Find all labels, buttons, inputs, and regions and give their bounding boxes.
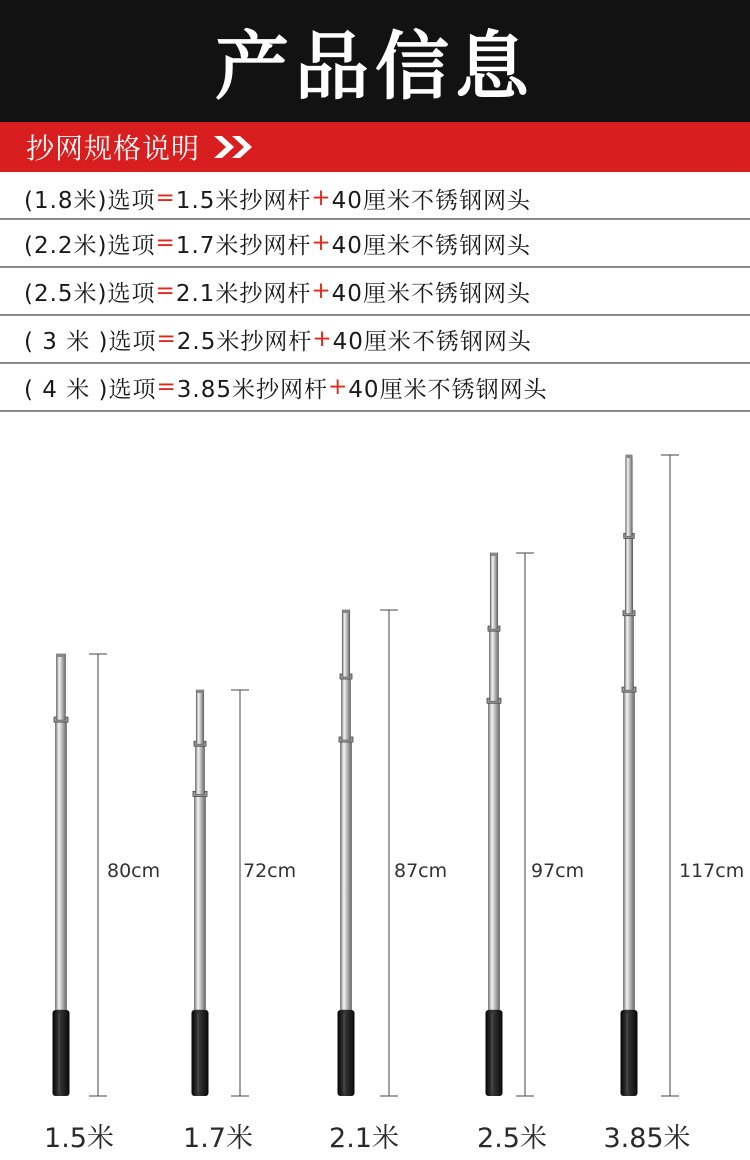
pole-section [489, 699, 500, 1010]
spec-row [0, 220, 750, 268]
spec-pole: 2.5米抄网杆 [176, 328, 313, 355]
pole-grip [192, 1010, 209, 1096]
dimension-label: 117cm [679, 860, 745, 882]
pole-section [196, 690, 204, 744]
spec-plus: + [311, 185, 332, 211]
spec-list [0, 178, 750, 412]
pole-size-label: 1.7米 [183, 1123, 253, 1154]
spec-equals: = [155, 278, 176, 304]
spec-pole: 3.85米抄网杆 [176, 376, 329, 403]
spec-pole: 2.1米抄网杆 [175, 280, 312, 307]
pole-tip [491, 553, 498, 556]
spec-option: (1.8米)选项 [24, 187, 156, 214]
spec-option: ( 4 米 )选项 [24, 376, 157, 403]
pole-drawing [0, 420, 750, 1160]
header [0, 0, 750, 122]
page-title: 产品信息 [215, 24, 535, 110]
spec-row [0, 364, 750, 412]
pole-section [56, 718, 67, 1010]
pole-section [490, 553, 498, 629]
pole-section [626, 455, 633, 536]
section-title: 抄网规格说明 [26, 132, 201, 165]
spec-head: 40厘米不锈钢网头 [331, 280, 531, 307]
spec-option: ( 3 米 )选项 [24, 328, 157, 355]
pole-tip [343, 610, 350, 613]
spec-plus: + [328, 374, 349, 400]
pole-grip [486, 1010, 503, 1096]
pole-tip [626, 455, 633, 458]
pole-section [624, 688, 635, 1010]
pole-tip [58, 654, 65, 657]
pole-section [342, 610, 350, 677]
dimension-label: 87cm [394, 860, 448, 882]
spec-row [0, 316, 750, 364]
section-banner [0, 122, 750, 172]
spec-head: 40厘米不锈钢网头 [331, 187, 531, 214]
spec-pole: 1.5米抄网杆 [175, 187, 312, 214]
pole-size-label: 2.5米 [477, 1123, 547, 1154]
dimension-label: 97cm [531, 860, 585, 882]
spec-row [0, 268, 750, 316]
spec-plus: + [311, 230, 332, 256]
pole-illustration [0, 420, 750, 1160]
spec-plus: + [312, 326, 333, 352]
pole-tip [197, 690, 204, 693]
pole-size-label: 2.1米 [329, 1123, 399, 1154]
spec-pole: 1.7米抄网杆 [175, 232, 312, 259]
pole-grip [53, 1010, 70, 1096]
pole-section [195, 792, 206, 1010]
pole-section [625, 534, 633, 613]
spec-equals: = [155, 185, 176, 211]
spec-option: (2.2米)选项 [24, 232, 156, 259]
spec-head: 40厘米不锈钢网头 [332, 328, 532, 355]
spec-row [0, 178, 750, 220]
pole-section [57, 654, 66, 720]
pole-section [341, 738, 352, 1010]
spec-equals: = [156, 374, 177, 400]
pole-size-label: 1.5米 [44, 1123, 114, 1154]
spec-equals: = [156, 326, 177, 352]
spec-head: 40厘米不锈钢网头 [331, 232, 531, 259]
pole-section [490, 627, 499, 701]
dimension-label: 72cm [243, 860, 297, 882]
spec-head: 40厘米不锈钢网头 [348, 376, 548, 403]
pole-grip [338, 1010, 355, 1096]
spec-plus: + [311, 278, 332, 304]
pole-section [196, 742, 205, 794]
dimension-label: 80cm [107, 860, 161, 882]
pole-grip [621, 1010, 638, 1096]
spec-option: (2.5米)选项 [24, 280, 156, 307]
spec-equals: = [155, 230, 176, 256]
pole-section [342, 675, 351, 740]
pole-section [625, 612, 634, 690]
double-chevron-right-icon [212, 134, 258, 160]
pole-size-label: 3.85米 [603, 1123, 691, 1154]
